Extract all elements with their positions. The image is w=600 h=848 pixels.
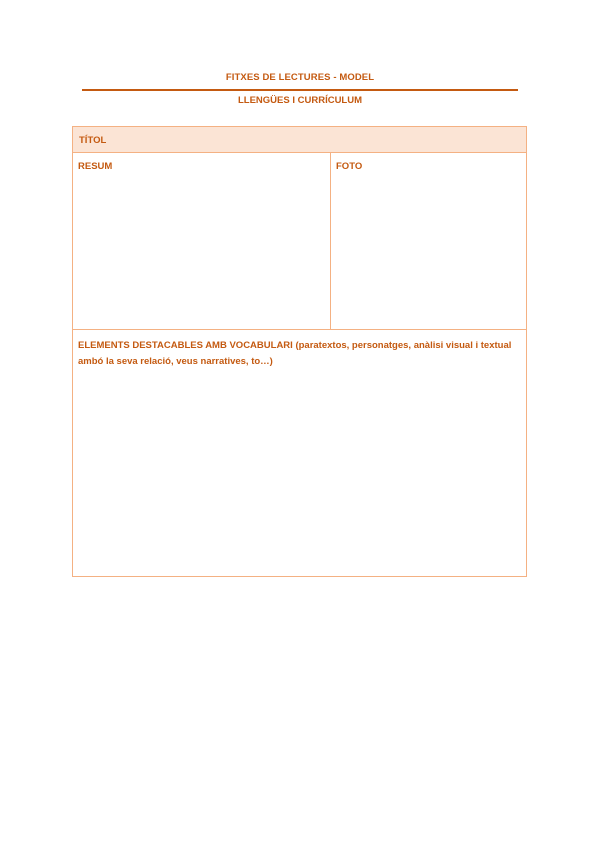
title-label: TÍTOL	[79, 135, 107, 146]
elements-cell[interactable]	[73, 330, 526, 576]
photo-label: FOTO	[336, 161, 363, 172]
header-divider	[82, 89, 518, 91]
document-subtitle: LLENGÜES I CURRÍCULUM	[237, 95, 363, 106]
document-title: FITXES DE LECTURES - MODEL	[225, 72, 375, 83]
photo-cell[interactable]	[331, 153, 526, 330]
reading-sheet-table	[72, 126, 527, 577]
elements-label: ELEMENTS DESTACABLES AMB VOCABULARI (paratextos, personatges, anàlisi visual i textual ambó la seva relació, veus narratives, to…)	[78, 340, 512, 367]
title-row[interactable]	[73, 127, 526, 153]
summary-label: RESUM	[78, 161, 113, 172]
summary-cell[interactable]	[73, 153, 331, 330]
